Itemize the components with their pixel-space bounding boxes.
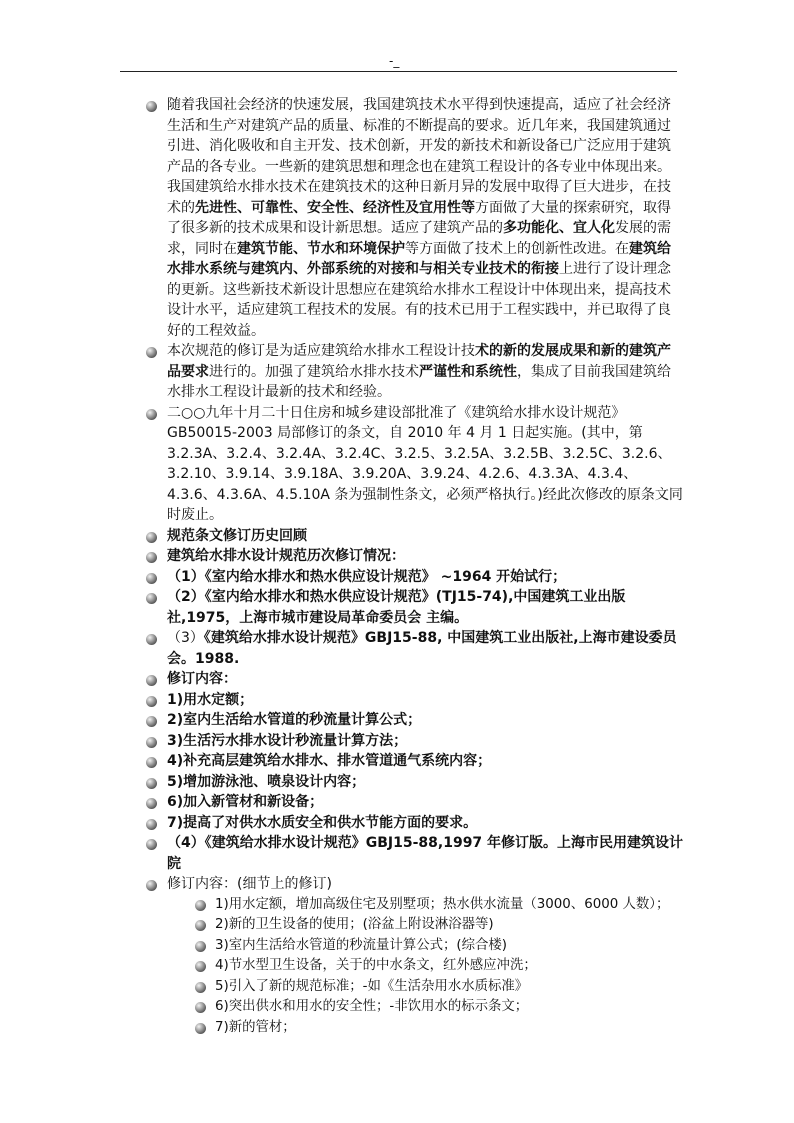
bullet-icon [146, 675, 157, 686]
list-item [0, 710, 794, 731]
bullet-icon [146, 532, 157, 543]
bold-text-run: （4）《建筑给水排水设计规范》GBJ15-88,1997 年修订版。上海市民用建筑设计院 [167, 835, 684, 872]
bold-text-run: 规范条文修订历史回顾 [167, 527, 307, 544]
bullet-icon [146, 819, 157, 830]
list-item-text [167, 772, 684, 793]
bullet-icon [195, 982, 206, 993]
bold-text-run: 术的新的发展成果和新的建筑产品要求 [167, 343, 671, 380]
bullet-icon [146, 880, 157, 891]
bullet-icon [195, 900, 206, 911]
bold-text-run: 修订内容： [167, 671, 237, 687]
document-body [0, 95, 794, 1038]
text-run: （3） [167, 630, 204, 646]
bullet-icon [195, 961, 206, 972]
list-item [0, 874, 794, 895]
bold-text-run: 2)室内生活给水管道的秒流量计算公式； [167, 712, 422, 728]
list-item-text [167, 341, 684, 403]
list-item-text [167, 526, 684, 547]
text-run: 进行的。加强了建筑给水排水技术 [209, 363, 419, 380]
list-item [0, 95, 794, 341]
bullet-icon [146, 696, 157, 707]
text-run: 修订内容：(细节上的修订) [167, 876, 332, 892]
sub-list-item [0, 895, 794, 916]
bullet-icon [146, 552, 157, 563]
sub-list-item [0, 915, 794, 936]
list-item-text [167, 567, 684, 588]
bullet-icon [146, 409, 157, 420]
list-item-text [215, 997, 699, 1018]
list-item-text [215, 915, 699, 936]
bullet-icon [195, 920, 206, 931]
list-item-text [167, 587, 684, 628]
list-item-text [215, 977, 699, 998]
bold-text-run: 3)生活污水排水设计秒流量计算方法； [167, 732, 408, 749]
list-item-text [167, 751, 684, 772]
text-run: 3)室内生活给水管道的秒流量计算公式；(综合楼) [215, 937, 508, 953]
list-item [0, 772, 794, 793]
list-item-text [167, 669, 684, 690]
bold-text-run: 先进性、可靠性、安全性、经济性及宜用性等 [195, 199, 475, 216]
text-run: 二○○九年十月二十日住房和城乡建设部批准了《建筑给水排水设计规范》GB50015-2003 局部修订的条文，自 2010 年 4 月 1 日起实施。(其中，第 3.2.3A、3.2.4、3.2.4A、3.2.4C、3.2.5、3.2.5A、3.2.5B、3.2.5C、3.2.6、3.2.10、3.9.14、3.9.18A、3.9.20A、3.9.24、4.2.6、4.3.3A、4.3.4、4.3.6、4.3.6A、4.5.10A 条为强制性条文，必须严格执行。)经此次修改的原条文同时废止。 [167, 404, 683, 523]
bullet-icon [146, 737, 157, 748]
bullet-icon [146, 798, 157, 809]
sub-list-item [0, 956, 794, 977]
list-item [0, 731, 794, 752]
bullet-icon [146, 716, 157, 727]
list-item [0, 813, 794, 834]
bullet-icon [146, 347, 157, 358]
list-item [0, 546, 794, 567]
bullet-icon [146, 101, 157, 112]
bullet-icon [146, 573, 157, 584]
list-item [0, 341, 794, 403]
bullet-icon [195, 941, 206, 952]
sub-list-item [0, 936, 794, 957]
text-run: 随着我国社会经济的快速发展，我国建筑技术水平得到快速提高，适应了社会经济生活和生产对建筑产品的质量、标准的不断提高的要求。近几年来，我国建筑通过引进、消化吸收和自主开发、技术创新，开发的新技术和新设备已广泛应用于建筑产品的各专业。一些新的建筑思想和理念也在建筑工程设计的各专业中体现出来。我国建筑给水排水技术在建筑技术的这种日新月异的发展中取得了巨大进步，在技术的 [167, 97, 671, 216]
bold-text-run: 《建筑给水排水设计规范》GBJ15-88, 中国建筑工业出版社,上海市建设委员会。1988. [167, 630, 677, 667]
bullet-icon [146, 839, 157, 850]
bold-text-run: 多功能化、宜人化 [503, 220, 615, 236]
bullet-icon [146, 593, 157, 604]
list-item [0, 751, 794, 772]
text-run: 1)用水定额，增加高级住宅及别墅项；热水供水流量（3000、6000 人数）； [215, 896, 670, 912]
header-rule [120, 71, 677, 72]
bullet-icon [195, 1023, 206, 1034]
bold-text-run: （1）《室内给水排水和热水供应设计规范》 ~1964 开始试行； [167, 568, 567, 585]
bold-text-run: 6)加入新管材和新设备； [167, 794, 324, 810]
text-run: 等方面做了技术上的创新性改进。在 [405, 240, 629, 257]
list-item-text [167, 546, 684, 567]
list-item-text [215, 936, 699, 957]
sub-list-item [0, 977, 794, 998]
bold-text-run: 建筑节能、节水和环境保护 [237, 240, 405, 257]
list-item-text [167, 710, 684, 731]
bold-text-run: （2）《室内给水排水和热水供应设计规范》(TJ15-74),中国建筑工业出版社,1975，上海市城市建设局革命委员会 主编。 [167, 589, 626, 626]
list-item [0, 587, 794, 628]
text-run: 发展的需求，同时在 [167, 220, 671, 257]
bold-text-run: 1)用水定额； [167, 691, 254, 708]
list-item-text [167, 403, 684, 526]
page-header-mark: -_ [389, 54, 400, 68]
bold-text-run: 7)提高了对供水水质安全和供水节能方面的要求。 [167, 814, 478, 831]
list-item-text [167, 95, 684, 341]
list-item-text [167, 874, 684, 895]
list-item [0, 567, 794, 588]
list-item [0, 833, 794, 874]
list-item-text [167, 690, 684, 711]
list-item-text [167, 833, 684, 874]
bullet-icon [146, 634, 157, 645]
bullet-icon [146, 757, 157, 768]
text-run: 4)节水型卫生设备，关于的中水条文，红外感应冲洗； [215, 958, 537, 973]
list-item [0, 628, 794, 669]
list-item-text [215, 895, 699, 916]
text-run: 2)新的卫生设备的使用；(浴盆上附设淋浴器等) [215, 917, 494, 932]
bullet-icon [195, 1002, 206, 1013]
text-run: 方面做了大量的探索研究，取得了很多新的技术成果和设计新思想。适应了建筑产品的 [167, 199, 671, 236]
text-run: 7)新的管材； [215, 1019, 296, 1035]
text-run: ，集成了目前我国建筑给水排水工程设计最新的技术和经验。 [167, 363, 671, 400]
bold-text-run: 建筑给水排水系统与建筑内、外部系统的对接和与相关专业技术的衔接 [167, 240, 671, 277]
text-run: 5)引入了新的规范标准；-如《生活杂用水水质标准》 [215, 978, 529, 994]
list-item [0, 690, 794, 711]
list-item-text [167, 813, 684, 834]
list-item-text [215, 956, 699, 977]
bullet-icon [146, 778, 157, 789]
list-item [0, 669, 794, 690]
bold-text-run: 严谨性和系统性 [419, 363, 517, 380]
text-run: 上进行了设计理念的更新。这些新技术新设计思想应在建筑给水排水工程设计中体现出来，提高技术设计水平，适应建筑工程技术的发展。有的技术已用于工程实践中，并已取得了良好的工程效益。 [167, 261, 671, 339]
sub-list-item [0, 1018, 794, 1039]
list-item [0, 792, 794, 813]
list-item-text [167, 792, 684, 813]
sub-list-item [0, 997, 794, 1018]
list-item [0, 403, 794, 526]
list-item-text [167, 628, 684, 669]
text-run: 6)突出供水和用水的安全性；-非饮用水的标示条文； [215, 999, 529, 1014]
text-run: 本次规范的修订是为适应建筑给水排水工程设计技 [167, 343, 475, 359]
list-item [0, 526, 794, 547]
bold-text-run: 5)增加游泳池、喷泉设计内容； [167, 773, 366, 790]
bold-text-run: 4)补充高层建筑给水排水、排水管道通气系统内容； [167, 753, 492, 769]
list-item-text [215, 1018, 699, 1039]
list-item-text [167, 731, 684, 752]
bold-text-run: 建筑给水排水设计规范历次修订情况： [167, 548, 405, 564]
